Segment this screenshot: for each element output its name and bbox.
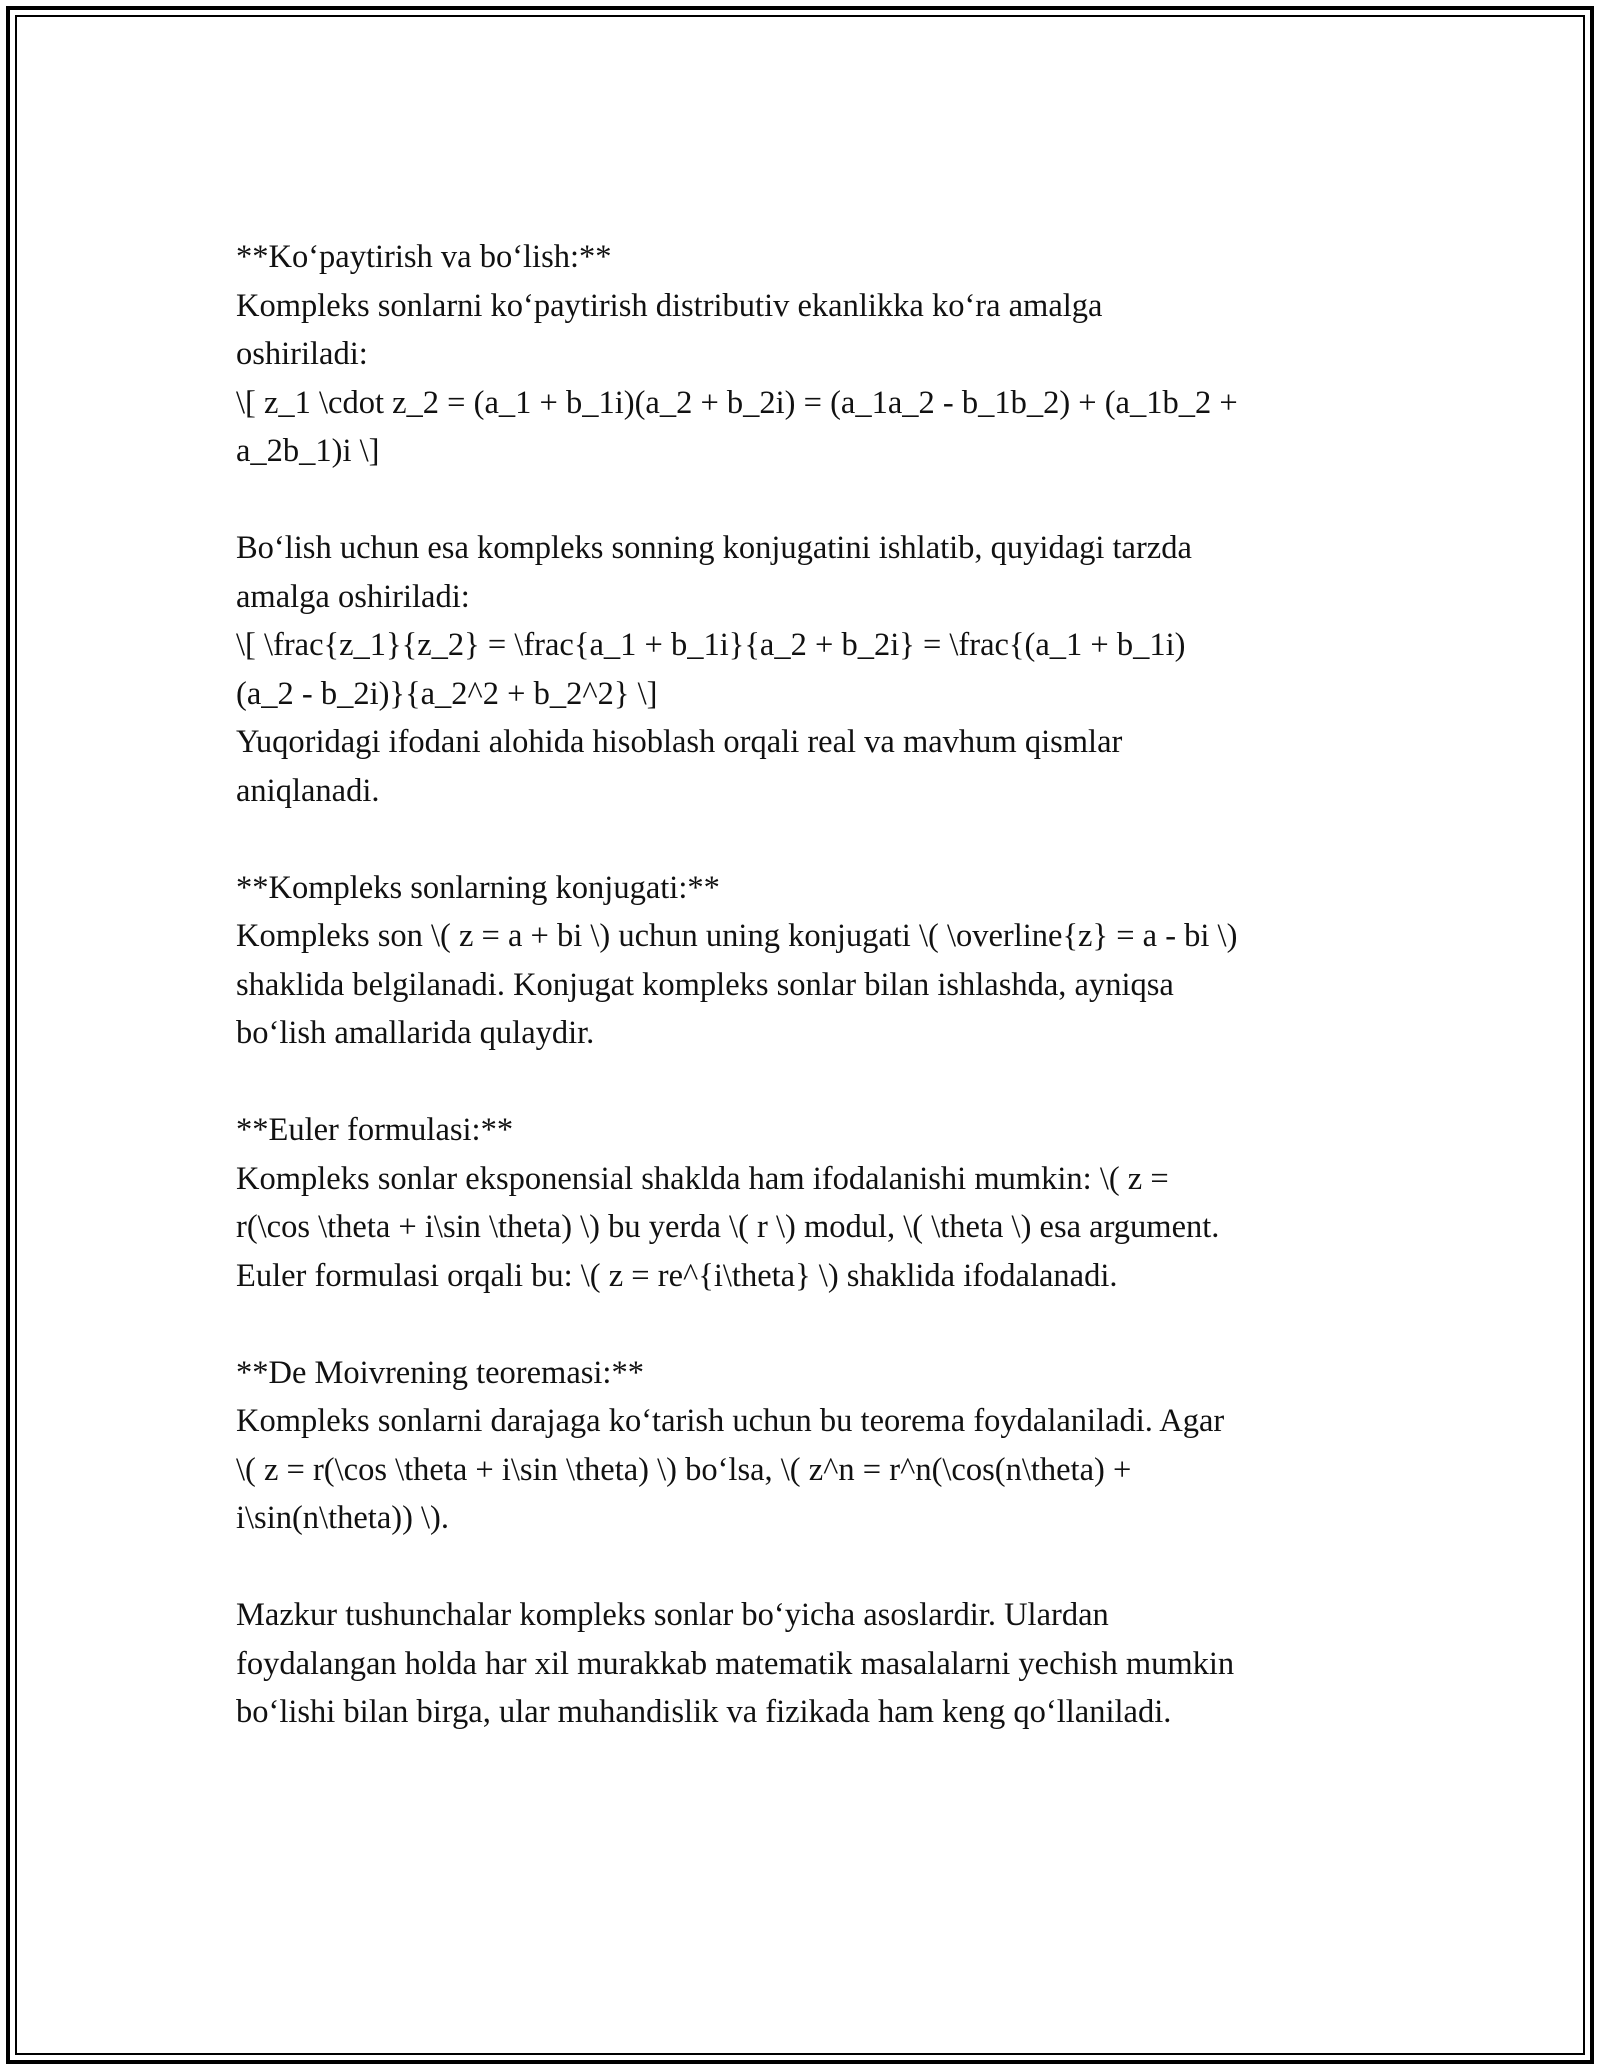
- paragraph-line: amalga oshiriladi:: [236, 578, 470, 615]
- section-conclusion: [236, 1591, 1416, 1737]
- paragraph-line: shaklida belgilanadi. Konjugat kompleks sonlar bilan ishlashda, ayniqsa: [236, 966, 1174, 1003]
- paragraph-line: Kompleks sonlarni ko‘paytirish distributiv ekanlikka ko‘ra amalga: [236, 287, 1103, 324]
- paragraph-line: aniqlanadi.: [236, 772, 380, 809]
- paragraph-line: Euler formulasi orqali bu: \( z = re^{i\theta} \) shaklida ifodalanadi.: [236, 1257, 1118, 1294]
- paragraph-line: oshiriladi:: [236, 336, 368, 372]
- section-heading: **Euler formulasi:**: [236, 1112, 514, 1148]
- formula-line: (a_2 - b_2i)}{a_2^2 + b_2^2} \]: [236, 675, 658, 712]
- formula-line: \[ \frac{z_1}{z_2} = \frac{a_1 + b_1i}{a_2 + b_2i} = \frac{(a_1 + b_1i): [236, 627, 1186, 663]
- paragraph-line: Yuqoridagi ifodani alohida hisoblash orqali real va mavhum qismlar: [236, 724, 1123, 760]
- paragraph-line: bo‘lish amallarida qulaydir.: [236, 1015, 595, 1051]
- paragraph-line: Kompleks son \( z = a + bi \) uchun uning konjugati \( \overline{z} = a - bi \): [236, 918, 1238, 954]
- paragraph-line: \( z = r(\cos \theta + i\sin \theta) \) bo‘lsa, \( z^n = r^n(\cos(n\theta) +: [236, 1451, 1132, 1488]
- paragraph-line: Mazkur tushunchalar kompleks sonlar bo‘yicha asoslardir. Ulardan: [236, 1597, 1109, 1633]
- section-euler: [236, 1106, 1416, 1300]
- section-heading: **Ko‘paytirish va bo‘lish:**: [236, 239, 612, 275]
- paragraph-line: Bo‘lish uchun esa kompleks sonning konjugatini ishlatib, quyidagi tarzda: [236, 530, 1192, 566]
- paragraph-line: i\sin(n\theta)) \).: [236, 1500, 449, 1536]
- section-heading: **De Moivrening teoremasi:**: [236, 1354, 644, 1391]
- paragraph-line: foydalangan holda har xil murakkab matematik masalalarni yechish mumkin: [236, 1645, 1235, 1682]
- section-de-moivre: [236, 1349, 1416, 1543]
- paragraph-line: bo‘lishi bilan birga, ular muhandislik va fizikada ham keng qo‘llaniladi.: [236, 1694, 1172, 1730]
- section-heading: **Kompleks sonlarning konjugati:**: [236, 869, 720, 906]
- paragraph-line: Kompleks sonlar eksponensial shakldа ham ifodalanishi mumkin: \( z =: [236, 1160, 1169, 1197]
- section-multiplication: [236, 233, 1416, 476]
- document-body: [236, 233, 1416, 1785]
- section-division: [236, 524, 1416, 815]
- paragraph-line: r(\cos \theta + i\sin \theta) \) bu yerda \( r \) modul, \( \theta \) esa argument.: [236, 1209, 1220, 1245]
- section-conjugate: [236, 864, 1416, 1058]
- formula-line: \[ z_1 \cdot z_2 = (a_1 + b_1i)(a_2 + b_2i) = (a_1a_2 - b_1b_2) + (a_1b_2 +: [236, 384, 1238, 421]
- paragraph-line: Kompleks sonlarni darajaga ko‘tarish uchun bu teorema foydalaniladi. Agar: [236, 1403, 1225, 1439]
- formula-line: a_2b_1)i \]: [236, 433, 380, 469]
